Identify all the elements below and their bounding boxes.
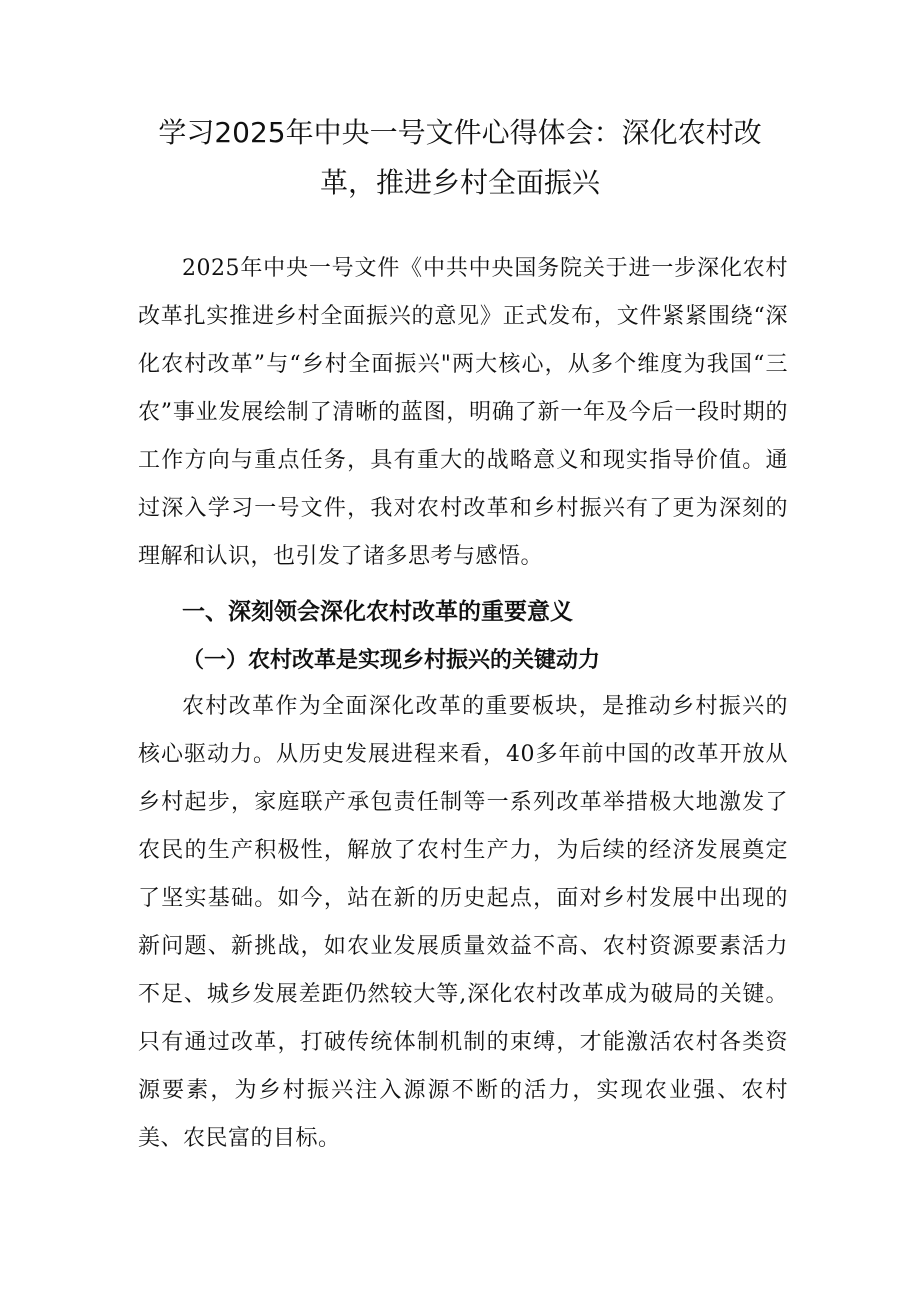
title-line-1: 学习2025年中央一号文件心得体会：深化农村改	[158, 116, 762, 149]
document-title	[150, 108, 770, 208]
subsection-heading: （一）农村改革是实现乡村振兴的关键动力	[182, 647, 601, 673]
section-heading: 一、深刻领会深化农村改革的重要意义	[182, 599, 573, 625]
subsection-paragraph: 农村改革作为全面深化改革的重要板块，是推动乡村振兴的核心驱动力。从历史发展进程来看，40多年前中国的改革开放从乡村起步，家庭联产承包责任制等一系列改革举措极大地激发了农民的生产积极性，解放了农村生产力，为后续的经济发展奠定了坚实基础。如今，站在新的历史起点，面对乡村发展中出现的新问题、新挑战，如农业发展质量效益不高、农村资源要素活力不足、城乡发展差距仍然较大等,深化农村改革成为破局的关键。只有通过改革，打破传统体制机制的束缚，才能激活农村各类资源要素，为乡村振兴注入源源不断的活力，实现农业强、农村美、农民富的目标。	[138, 694, 788, 1151]
title-line-2: 革，推进乡村全面振兴	[319, 166, 600, 199]
intro-paragraph: 2025年中央一号文件《中共中央国务院关于进一步深化农村改革扎实推进乡村全面振兴的意见》正式发布，文件紧紧围绕“深化农村改革”与“乡村全面振兴"两大核心，从多个维度为我国“三农”事业发展绘制了清晰的蓝图，明确了新一年及今后一段时期的工作方向与重点任务，具有重大的战略意义和现实指导价值。通过深入学习一号文件，我对农村改革和乡村振兴有了更为深刻的理解和认识，也引发了诸多思考与感悟。	[138, 256, 788, 569]
